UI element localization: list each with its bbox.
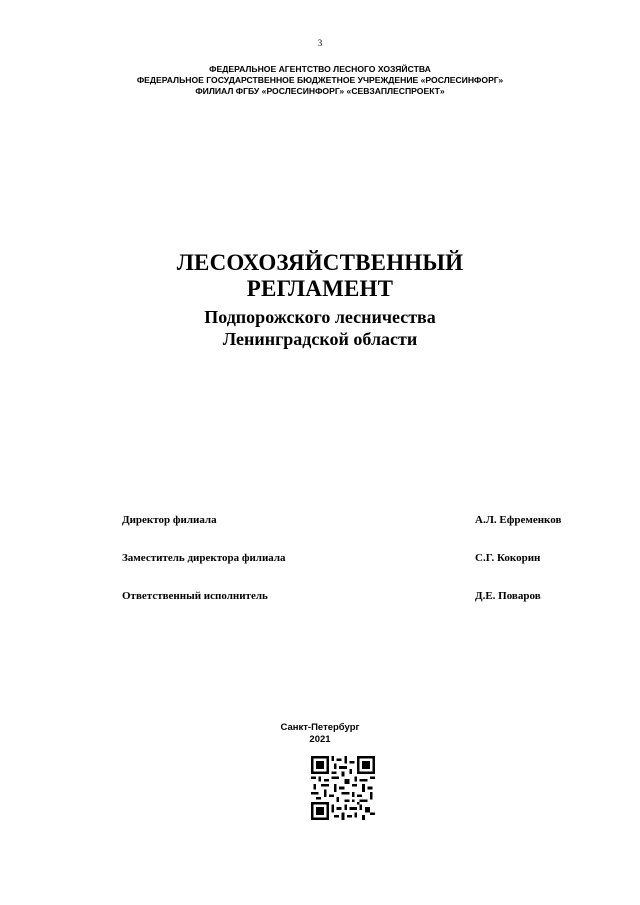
document-title: [0, 250, 640, 350]
subtitle-line-1: Подпорожского лесничества: [204, 307, 436, 327]
signature-role: Ответственный исполнитель: [122, 590, 268, 602]
page-number: 3: [317, 38, 323, 48]
signature-role: Заместитель директора филиала: [122, 552, 286, 564]
subtitle-line-2: Ленинградской области: [222, 329, 418, 349]
title-line-1: ЛЕСОХОЗЯЙСТВЕННЫЙ: [176, 250, 464, 275]
footer: [0, 722, 640, 746]
signature-row: [122, 590, 582, 628]
signature-name: А.Л. Ефременков: [475, 514, 562, 526]
title-line-2: РЕГЛАМЕНТ: [246, 276, 394, 301]
organization-header: [0, 64, 640, 97]
org-line-agency: ФЕДЕРАЛЬНОЕ АГЕНТСТВО ЛЕСНОГО ХОЗЯЙСТВА: [209, 64, 431, 74]
org-line-institution: ФЕДЕРАЛЬНОЕ ГОСУДАРСТВЕННОЕ БЮДЖЕТНОЕ УЧРЕЖДЕНИЕ «РОСЛЕСИНФОРГ»: [136, 75, 504, 85]
signature-row: [122, 514, 582, 552]
footer-city: Санкт-Петербург: [280, 722, 360, 733]
signatures-block: [122, 514, 582, 628]
signature-row: [122, 552, 582, 590]
signature-role: Директор филиала: [122, 514, 217, 526]
org-line-branch: ФИЛИАЛ ФГБУ «РОСЛЕСИНФОРГ» «СЕВЗАПЛЕСПРОЕКТ»: [195, 86, 445, 96]
signature-name: С.Г. Кокорин: [475, 552, 541, 564]
footer-year: 2021: [309, 734, 331, 745]
signature-name: Д.Е. Поваров: [475, 590, 541, 602]
qr-code-icon: [311, 756, 375, 820]
